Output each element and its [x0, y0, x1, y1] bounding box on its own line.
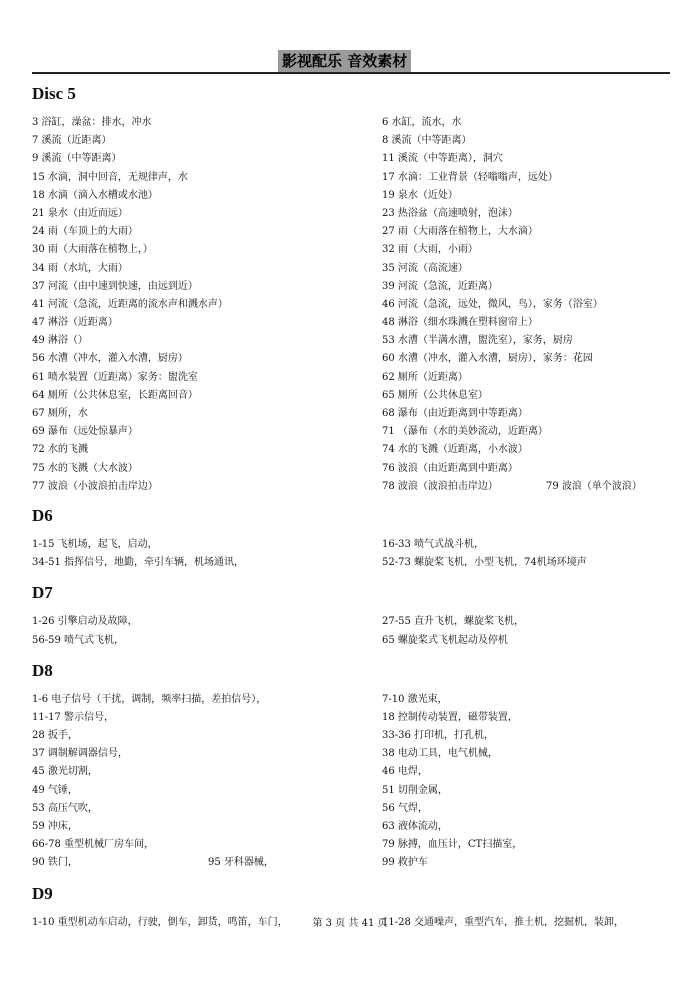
list-item: 47 淋浴（近距离）	[32, 317, 118, 329]
list-item: 65 螺旋桨式飞机起动及停机	[382, 634, 508, 646]
list-item: 11 溪流（中等距离），洞穴	[382, 153, 503, 165]
list-row	[32, 632, 670, 650]
list-item: 38 电动工具，电气机械，	[382, 748, 498, 760]
list-row	[32, 554, 670, 572]
list-item: 39 河流（急流，近距离）	[382, 280, 498, 292]
list-row	[32, 278, 670, 296]
list-item: 1-6 电子信号（干扰，调制，频率扫描，差拍信号），	[32, 693, 267, 705]
list-row	[32, 727, 670, 745]
list-item: 32 雨（大雨，小雨）	[382, 244, 478, 256]
section-1	[32, 506, 670, 572]
list-row	[32, 782, 670, 800]
header-rule	[32, 72, 670, 74]
list-row	[32, 460, 670, 478]
list-item: 30 雨（大雨落在植物上，）	[32, 244, 153, 256]
list-row	[32, 205, 670, 223]
list-item: 6 水缸，流水，水	[382, 117, 462, 128]
list-item: 7-10 激光束，	[382, 693, 448, 705]
list-item: 79 波浪（单个波浪）	[546, 480, 642, 492]
list-item: 63 液体流动，	[382, 821, 448, 832]
list-item: 72 水的飞溅	[32, 444, 88, 456]
section-title: D8	[32, 660, 53, 680]
section-0	[32, 84, 670, 496]
page-header	[32, 46, 670, 72]
list-item: 49 淋浴（）	[32, 335, 88, 347]
list-item: 65 厕所（公共休息室）	[382, 389, 488, 401]
section-3	[32, 661, 670, 873]
list-item: 18 水滴（滴入水槽或水池）	[32, 189, 158, 201]
list-item: 95 牙科器械，	[208, 857, 274, 869]
section-2	[32, 583, 670, 649]
section-title: D7	[32, 583, 53, 603]
list-row	[32, 296, 670, 314]
list-item: 79 脉搏，血压计，CT扫描室，	[382, 839, 523, 851]
section-title: D9	[32, 883, 53, 903]
list-item: 59 冲床，	[32, 821, 78, 832]
list-item: 9 溪流（中等距离）	[32, 153, 122, 165]
list-item: 41 河流（急流，近距离的流水声和溅水声）	[32, 298, 228, 310]
list-item: 34-51 指挥信号，地勤，牵引车辆，机场通讯，	[32, 557, 245, 569]
list-item: 16-33 喷气式战斗机，	[382, 538, 485, 550]
list-item: 51 切削金属，	[382, 784, 448, 796]
list-item: 68 瀑布（由近距离到中等距离）	[382, 408, 528, 419]
list-row	[32, 223, 670, 241]
list-item: 35 河流（高流速）	[382, 262, 468, 274]
list-item: 78 波浪（波浪拍击岸边）	[382, 480, 498, 492]
list-row	[32, 423, 670, 441]
list-item: 37 调制解调器信号，	[32, 748, 128, 760]
list-item: 99 救护车	[382, 857, 428, 869]
list-item: 71 （瀑布（水的美妙流动，近距离）	[382, 426, 548, 438]
list-row	[32, 169, 670, 187]
list-item: 11-17 警示信号，	[32, 711, 115, 723]
list-row	[32, 350, 670, 368]
list-item: 56 气焊，	[382, 802, 428, 814]
list-item: 53 高压气吹，	[32, 802, 98, 814]
list-item: 46 河流（急流，远处，微风，鸟），家务（浴室）	[382, 298, 603, 310]
list-item: 76 波浪（由近距离到中距离）	[382, 462, 518, 474]
list-item: 60 水漕（冲水，灌入水漕，厨房），家务：花园	[382, 353, 593, 365]
list-item: 11-28 交通噪声，重型汽车，推土机，挖掘机，装卸，	[382, 916, 625, 928]
list-item: 27 雨（大雨落在植物上，大水滴）	[382, 226, 538, 238]
list-row	[32, 387, 670, 405]
list-row	[32, 132, 670, 150]
header-title: 影视配乐 音效素材	[278, 50, 411, 72]
list-row	[32, 536, 670, 554]
list-row	[32, 613, 670, 631]
list-item: 48 淋浴（细水珠溅在塑料窗帘上）	[382, 317, 538, 329]
list-row	[32, 818, 670, 836]
list-row	[32, 369, 670, 387]
list-item: 24 雨（车顶上的大雨）	[32, 226, 138, 238]
list-item: 28 扳手，	[32, 730, 78, 742]
content	[32, 82, 670, 932]
list-row	[32, 260, 670, 278]
list-item: 8 溪流（中等距离）	[382, 135, 472, 147]
list-row	[32, 314, 670, 332]
list-item: 56-59 喷气式飞机，	[32, 634, 125, 646]
list-item: 62 厕所（近距离）	[382, 371, 468, 383]
list-row	[32, 332, 670, 350]
list-item: 61 喷水装置（近距离）家务：盥洗室	[32, 371, 198, 383]
list-item: 19 泉水（近处）	[382, 189, 458, 201]
list-row	[32, 836, 670, 854]
list-item: 27-55 直升飞机，螺旋桨飞机，	[382, 616, 525, 628]
list-row	[32, 800, 670, 818]
list-row	[32, 854, 670, 872]
list-item: 7 溪流（近距离）	[32, 135, 112, 147]
list-row	[32, 187, 670, 205]
list-item: 21 泉水（由近而远）	[32, 207, 128, 219]
list-row	[32, 709, 670, 727]
list-row	[32, 745, 670, 763]
list-item: 15 水滴，洞中回音，无规律声，水	[32, 171, 188, 183]
list-item: 75 水的飞溅（大水波）	[32, 462, 138, 474]
section-title: D6	[32, 505, 53, 525]
list-item: 18 控制传动装置，磁带装置，	[382, 711, 518, 723]
list-item: 23 热浴盆（高速喷射，泡沫）	[382, 207, 518, 219]
list-item: 69 瀑布（远处惊暴声）	[32, 426, 138, 438]
page-number: 第 3 页 共 41 页	[312, 918, 388, 929]
list-row	[32, 405, 670, 423]
list-item: 37 河流（由中速到快速，由远到近）	[32, 280, 198, 292]
list-item: 46 电焊，	[382, 766, 428, 778]
list-item: 33-36 打印机，打孔机，	[382, 730, 495, 742]
list-row	[32, 478, 670, 496]
list-item: 49 气锤，	[32, 784, 78, 796]
list-item: 52-73 螺旋桨飞机，小型飞机，74机场环境声	[382, 557, 587, 569]
list-item: 56 水漕（冲水，灌入水漕，厨房）	[32, 353, 188, 365]
list-item: 77 波浪（小波浪拍击岸边）	[32, 480, 158, 492]
list-item: 17 水滴：工业背景（轻嗡嗡声，远处）	[382, 171, 558, 183]
list-item: 67 厕所，水	[32, 408, 88, 419]
list-item: 74 水的飞溅（近距离，小水波）	[382, 444, 528, 456]
list-row	[32, 150, 670, 168]
list-row	[32, 241, 670, 259]
list-item: 1-26 引擎启动及故障，	[32, 616, 138, 628]
list-item: 45 激光切割，	[32, 766, 98, 778]
list-item: 53 水漕（半满水漕，盥洗室），家务，厨房	[382, 335, 573, 347]
list-item: 3 浴缸，澡盆：排水，冲水	[32, 117, 152, 128]
list-row	[32, 114, 670, 132]
section-title: Disc 5	[32, 84, 76, 103]
list-row	[32, 691, 670, 709]
list-row	[32, 763, 670, 781]
list-row	[32, 441, 670, 459]
list-item: 90 铁门，	[32, 857, 78, 869]
list-item: 34 雨（水坑，大雨）	[32, 262, 128, 274]
list-item: 1-10 重型机动车启动，行驶，倒车，卸货，鸣笛，车门，	[32, 916, 288, 928]
list-item: 1-15 飞机场，起飞，启动，	[32, 538, 158, 550]
list-item: 64 厕所（公共休息室，长距离回音）	[32, 389, 198, 401]
list-item: 66-78 重型机械厂房车间，	[32, 839, 155, 851]
